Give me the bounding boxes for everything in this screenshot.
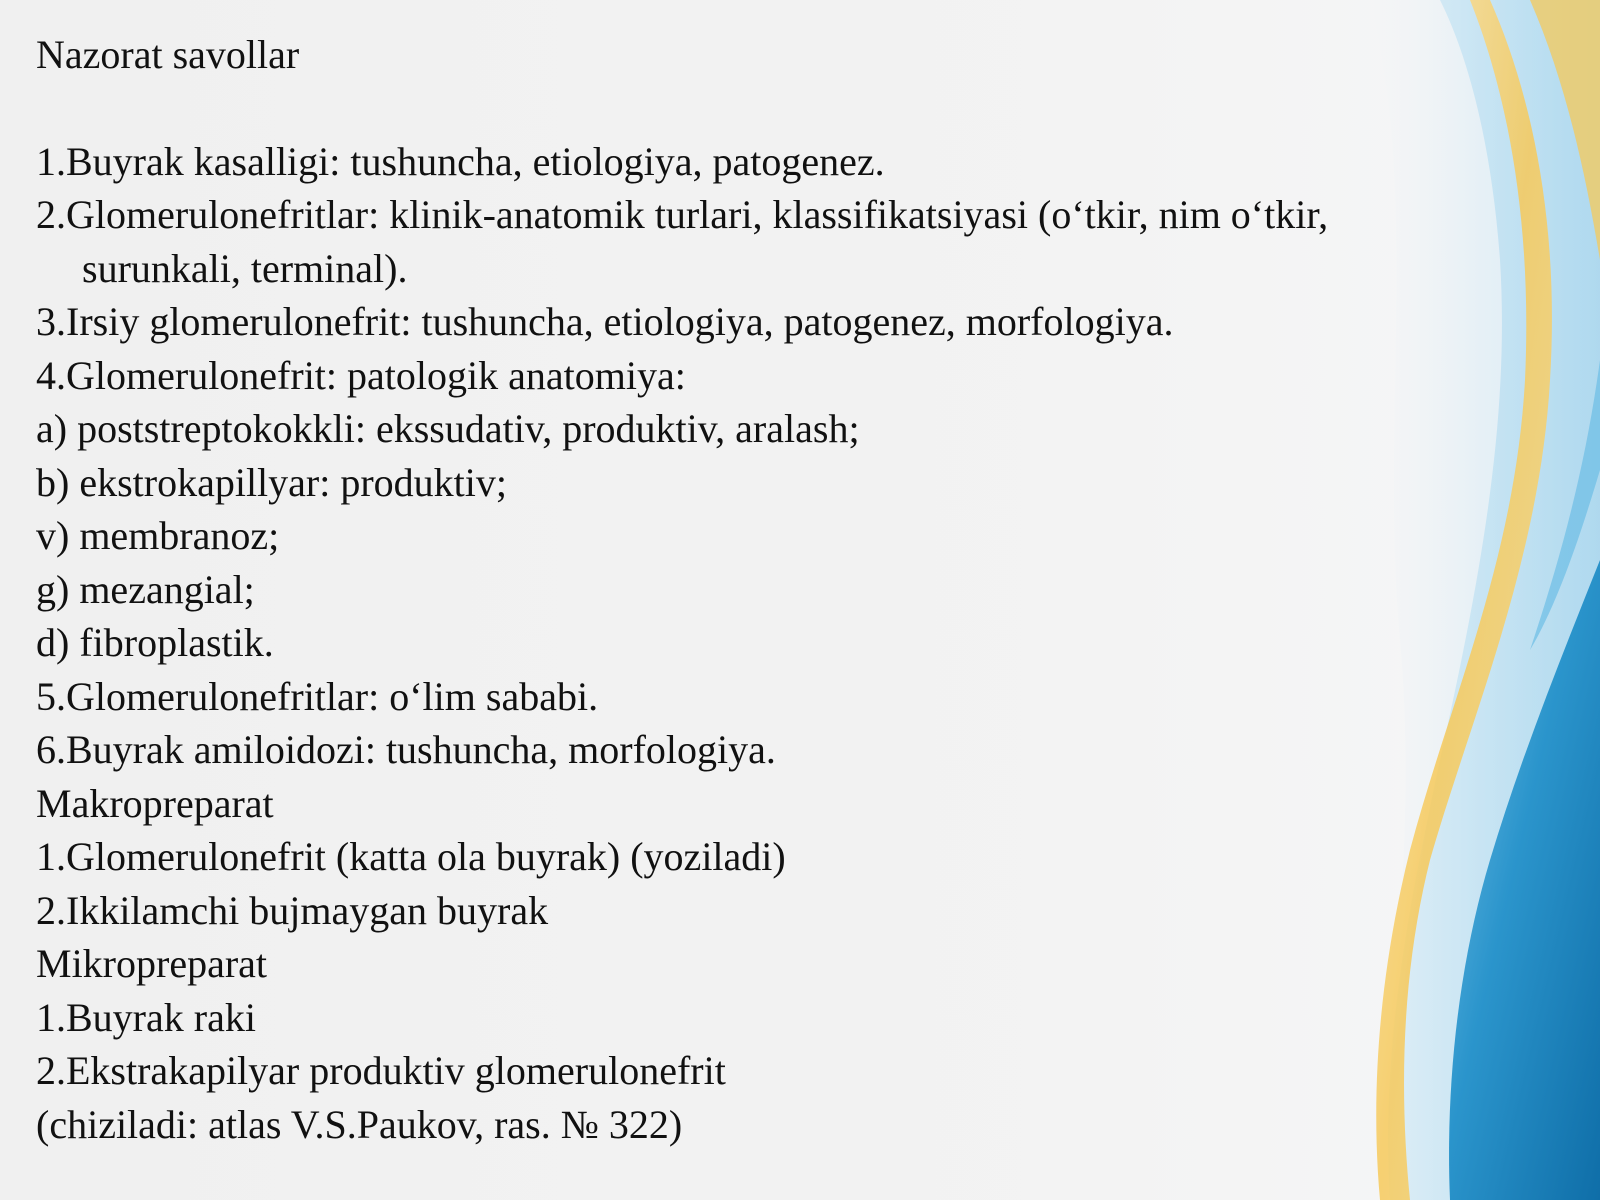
slide-content	[36, 28, 1476, 1151]
mikropreparat-item: 1.Buyrak raki	[36, 994, 256, 1040]
mikropreparat-heading: Mikropreparat	[36, 941, 268, 986]
sub-question-item: v) membranoz;	[36, 513, 280, 558]
makropreparat-item: 2.Ikkilamchi bujmaygan buyrak	[36, 887, 549, 933]
sub-question-item: g) mezangial;	[36, 566, 255, 612]
mikropreparat-item: 2.Ekstrakapilyar produktiv glomerulonefrit	[36, 1048, 726, 1093]
sub-question-item: b) ekstrokapillyar: produktiv;	[36, 459, 508, 505]
makropreparat-item: 1.Glomerulonefrit (katta ola buyrak) (yoziladi)	[36, 834, 786, 879]
question-item: 5.Glomerulonefritlar: o‘lim sababi.	[36, 673, 599, 719]
makropreparat-heading: Makropreparat	[36, 780, 274, 826]
question-item: 3.Irsiy glomerulonefrit: tushuncha, etiologiya, patogenez, morfologiya.	[36, 299, 1174, 344]
mikropreparat-note: (chiziladi: atlas V.S.Paukov, ras. № 322)	[36, 1101, 683, 1147]
sub-question-item: d) fibroplastik.	[36, 620, 274, 665]
question-item: 6.Buyrak amiloidozi: tushuncha, morfologiya.	[36, 727, 776, 772]
slide-title: Nazorat savollar	[36, 32, 300, 77]
question-item: 4.Glomerulonefrit: patologik anatomiya:	[36, 352, 686, 398]
question-item: 1.Buyrak kasalligi: tushuncha, etiologiya, patogenez.	[36, 138, 885, 184]
question-item: 2.Glomerulonefritlar: klinik-anatomik turlari, klassifikatsiyasi (o‘tkir, nim o‘tkir, surunkali, terminal).	[36, 192, 1329, 291]
sub-question-item: a) poststreptokokkli: ekssudativ, produktiv, aralash;	[36, 406, 860, 451]
